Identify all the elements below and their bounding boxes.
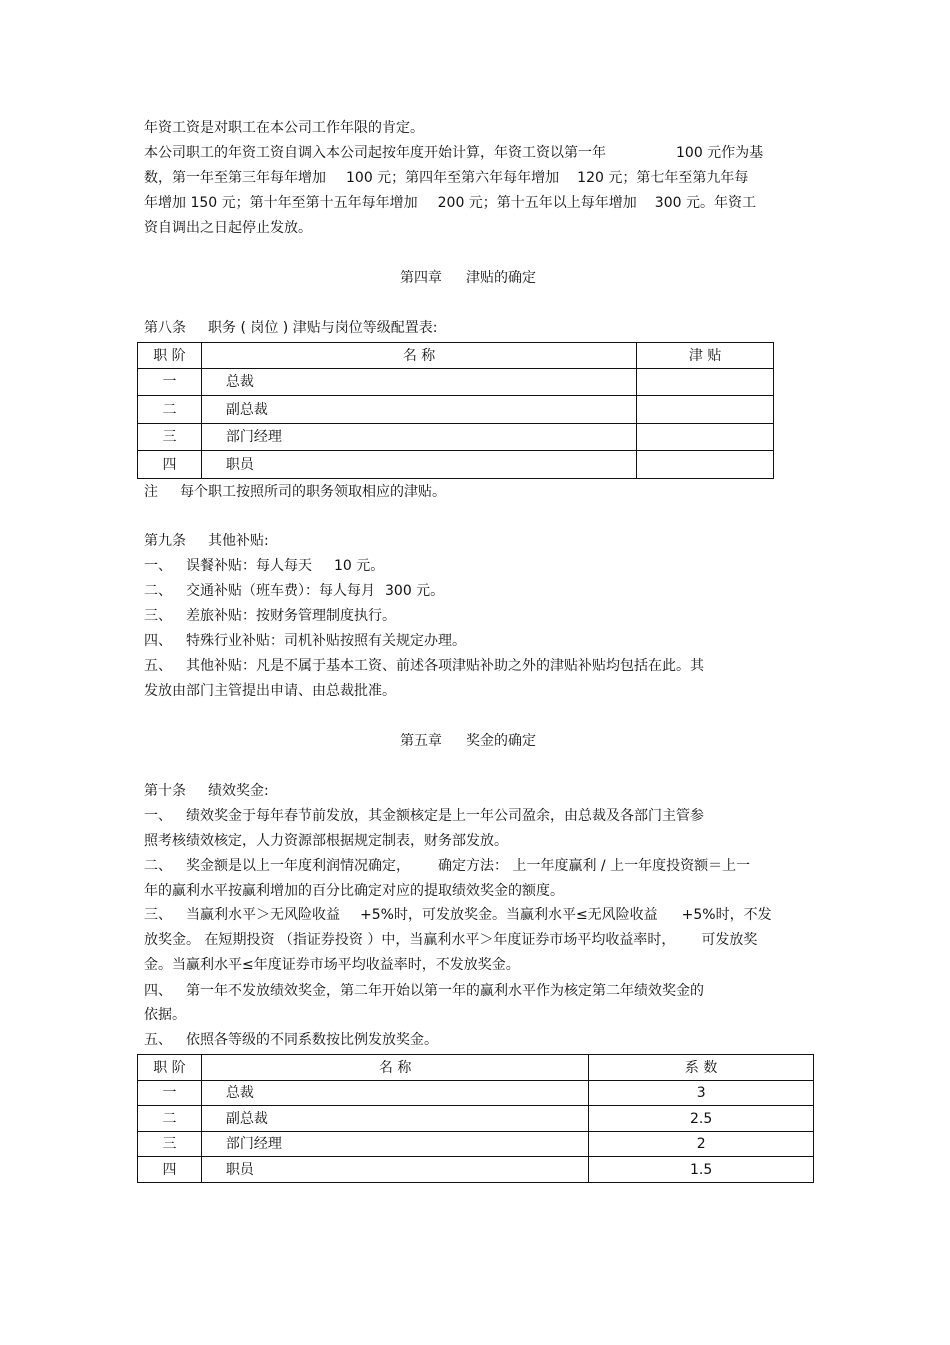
table-row <box>138 1132 814 1157</box>
article-8-heading <box>144 318 437 338</box>
article-9-heading <box>144 531 269 551</box>
intro-text: 200 元；第十五年以上每年增加 <box>437 195 637 211</box>
intro-text: 300 元。年资工 <box>654 195 756 211</box>
name-cell: 副总裁 <box>201 396 636 424</box>
allowance-cell <box>637 369 774 396</box>
paragraph-text: +5%时，可发放奖金。当赢利水平≤无风险收益 <box>360 907 658 923</box>
intro-text: 数，第一年至第三年每年增加 <box>144 170 326 186</box>
coefficient-cell: 2 <box>589 1132 814 1157</box>
header-rank: 职 阶 <box>138 343 202 369</box>
intro-line-3 <box>144 168 748 188</box>
rank-cell: 四 <box>138 451 202 479</box>
list-item <box>144 556 384 576</box>
intro-line-4 <box>144 193 756 213</box>
list-item <box>144 631 466 651</box>
note-text: 每个职工按照所司的职务领取相应的津贴。 <box>180 484 446 500</box>
name-cell: 职员 <box>201 451 636 479</box>
header-allowance: 津 贴 <box>637 343 774 369</box>
table-row <box>138 396 774 424</box>
intro-text: 100 元；第四年至第六年每年增加 <box>346 170 560 186</box>
paragraph-text: +5%时，不发 <box>681 907 772 923</box>
list-number: 三、 <box>144 907 172 923</box>
bonus-coefficient-table <box>137 1054 814 1183</box>
paragraph-text: 奖金额是以上一年度利润情况确定， <box>186 858 410 874</box>
list-number: 四、 <box>144 983 172 999</box>
header-name: 名 称 <box>201 343 636 369</box>
list-text: 其他补贴：凡是不属于基本工资、前述各项津贴补助之外的津贴补贴均包括在此。其 <box>186 658 704 674</box>
note-label: 注 <box>144 484 158 500</box>
article-text: 其他补贴: <box>208 533 269 549</box>
paragraph-line <box>144 1030 438 1050</box>
rank-cell: 三 <box>138 1132 202 1157</box>
table-row <box>138 1106 814 1132</box>
allowance-cell <box>637 424 774 451</box>
chapter-4-heading <box>400 268 536 288</box>
list-text: 交通补贴（班车费）：每人每月 <box>186 583 375 599</box>
paragraph-line: 照考核绩效核定，人力资源部根据规定制表，财务部发放。 <box>144 833 508 849</box>
paragraph-text: 依照各等级的不同系数按比例发放奖金。 <box>186 1032 438 1048</box>
paragraph-line <box>144 856 750 876</box>
paragraph-line: 依据。 <box>144 1007 186 1023</box>
paragraph-text: 第一年不发放绩效奖金，第二年开始以第一年的赢利水平作为核定第二年绩效奖金的 <box>186 983 704 999</box>
list-item-continuation: 发放由部门主管提出申请、由总裁批准。 <box>144 683 396 699</box>
rank-cell: 三 <box>138 424 202 451</box>
name-cell: 总裁 <box>201 369 636 396</box>
rank-cell: 二 <box>138 396 202 424</box>
table-note <box>144 482 446 502</box>
name-cell: 职员 <box>201 1157 588 1183</box>
intro-text: 100 元作为基 <box>676 145 764 161</box>
header-rank: 职 阶 <box>138 1055 202 1081</box>
paragraph-text: 当赢利水平＞无风险收益 <box>186 907 340 923</box>
paragraph-text: 绩效奖金于每年春节前发放，其金额核定是上一年公司盈余，由总裁及各部门主管参 <box>186 808 704 824</box>
article-label: 第九条 <box>144 533 186 549</box>
list-number: 一、 <box>144 808 172 824</box>
list-item <box>144 606 396 626</box>
intro-text: 年增加 150 元；第十年至第十五年每年增加 <box>144 195 418 211</box>
list-extra: 300 元。 <box>385 583 445 599</box>
list-number: 五、 <box>144 1032 172 1048</box>
paragraph-line: 年的赢利水平按赢利增加的百分比确定对应的提取绩效奖金的额度。 <box>144 883 564 899</box>
intro-text: 本公司职工的年资工资自调入本公司起按年度开始计算，年资工资以第一年 <box>144 145 606 161</box>
table-row <box>138 424 774 451</box>
list-number: 二、 <box>144 858 172 874</box>
list-number: 三、 <box>144 608 172 624</box>
allowance-cell <box>637 396 774 424</box>
allowance-table <box>137 342 774 479</box>
coefficient-cell: 1.5 <box>589 1157 814 1183</box>
paragraph-text: 放奖金。 在短期投资 （指证券投资 ）中，当赢利水平＞年度证券市场平均收益率时， <box>144 932 676 948</box>
intro-line-1: 年资工资是对职工在本公司工作年限的肯定。 <box>144 120 424 136</box>
intro-line-5: 资自调出之日起停止发放。 <box>144 220 312 236</box>
paragraph-line <box>144 930 757 950</box>
list-item <box>144 581 444 601</box>
paragraph-text: 可发放奖 <box>701 932 758 948</box>
list-number: 五、 <box>144 658 172 674</box>
allowance-cell <box>637 451 774 479</box>
rank-cell: 一 <box>138 1081 202 1106</box>
article-10-heading <box>144 781 269 801</box>
article-label: 第十条 <box>144 783 186 799</box>
table-row <box>138 451 774 479</box>
name-cell: 部门经理 <box>201 1132 588 1157</box>
intro-line-2 <box>144 143 763 163</box>
list-number: 四、 <box>144 633 172 649</box>
rank-cell: 二 <box>138 1106 202 1132</box>
table-header-row <box>138 1055 814 1081</box>
table-row <box>138 369 774 396</box>
list-number: 一、 <box>144 558 172 574</box>
list-text: 特殊行业补贴：司机补贴按照有关规定办理。 <box>186 633 466 649</box>
paragraph-line <box>144 981 704 1001</box>
table-row <box>138 1157 814 1183</box>
list-text: 误餐补贴：每人每天 <box>186 558 312 574</box>
name-cell: 副总裁 <box>201 1106 588 1132</box>
chapter-number: 第五章 <box>400 733 442 749</box>
paragraph-line <box>144 905 772 925</box>
list-item <box>144 656 704 676</box>
chapter-number: 第四章 <box>400 270 442 286</box>
list-number: 二、 <box>144 583 172 599</box>
article-text: 职务 ( 岗位 ) 津贴与岗位等级配置表: <box>208 320 438 336</box>
paragraph-text: 确定方法： 上一年度赢利 / 上一年度投资额＝上一 <box>438 858 751 874</box>
name-cell: 总裁 <box>201 1081 588 1106</box>
article-text: 绩效奖金: <box>208 783 269 799</box>
list-extra: 10 元。 <box>334 558 385 574</box>
header-name: 名 称 <box>201 1055 588 1081</box>
intro-text: 120 元；第七年至第九年每 <box>577 170 749 186</box>
paragraph-line <box>144 806 704 826</box>
table-row <box>138 1081 814 1106</box>
rank-cell: 一 <box>138 369 202 396</box>
table-header-row <box>138 343 774 369</box>
name-cell: 部门经理 <box>201 424 636 451</box>
rank-cell: 四 <box>138 1157 202 1183</box>
list-text: 差旅补贴：按财务管理制度执行。 <box>186 608 396 624</box>
chapter-title: 奖金的确定 <box>466 733 536 749</box>
header-coefficient: 系 数 <box>589 1055 814 1081</box>
chapter-title: 津贴的确定 <box>466 270 536 286</box>
paragraph-line: 金。当赢利水平≤年度证券市场平均收益率时，不发放奖金。 <box>144 957 520 973</box>
coefficient-cell: 2.5 <box>589 1106 814 1132</box>
chapter-5-heading <box>400 731 536 751</box>
article-label: 第八条 <box>144 320 186 336</box>
coefficient-cell: 3 <box>589 1081 814 1106</box>
